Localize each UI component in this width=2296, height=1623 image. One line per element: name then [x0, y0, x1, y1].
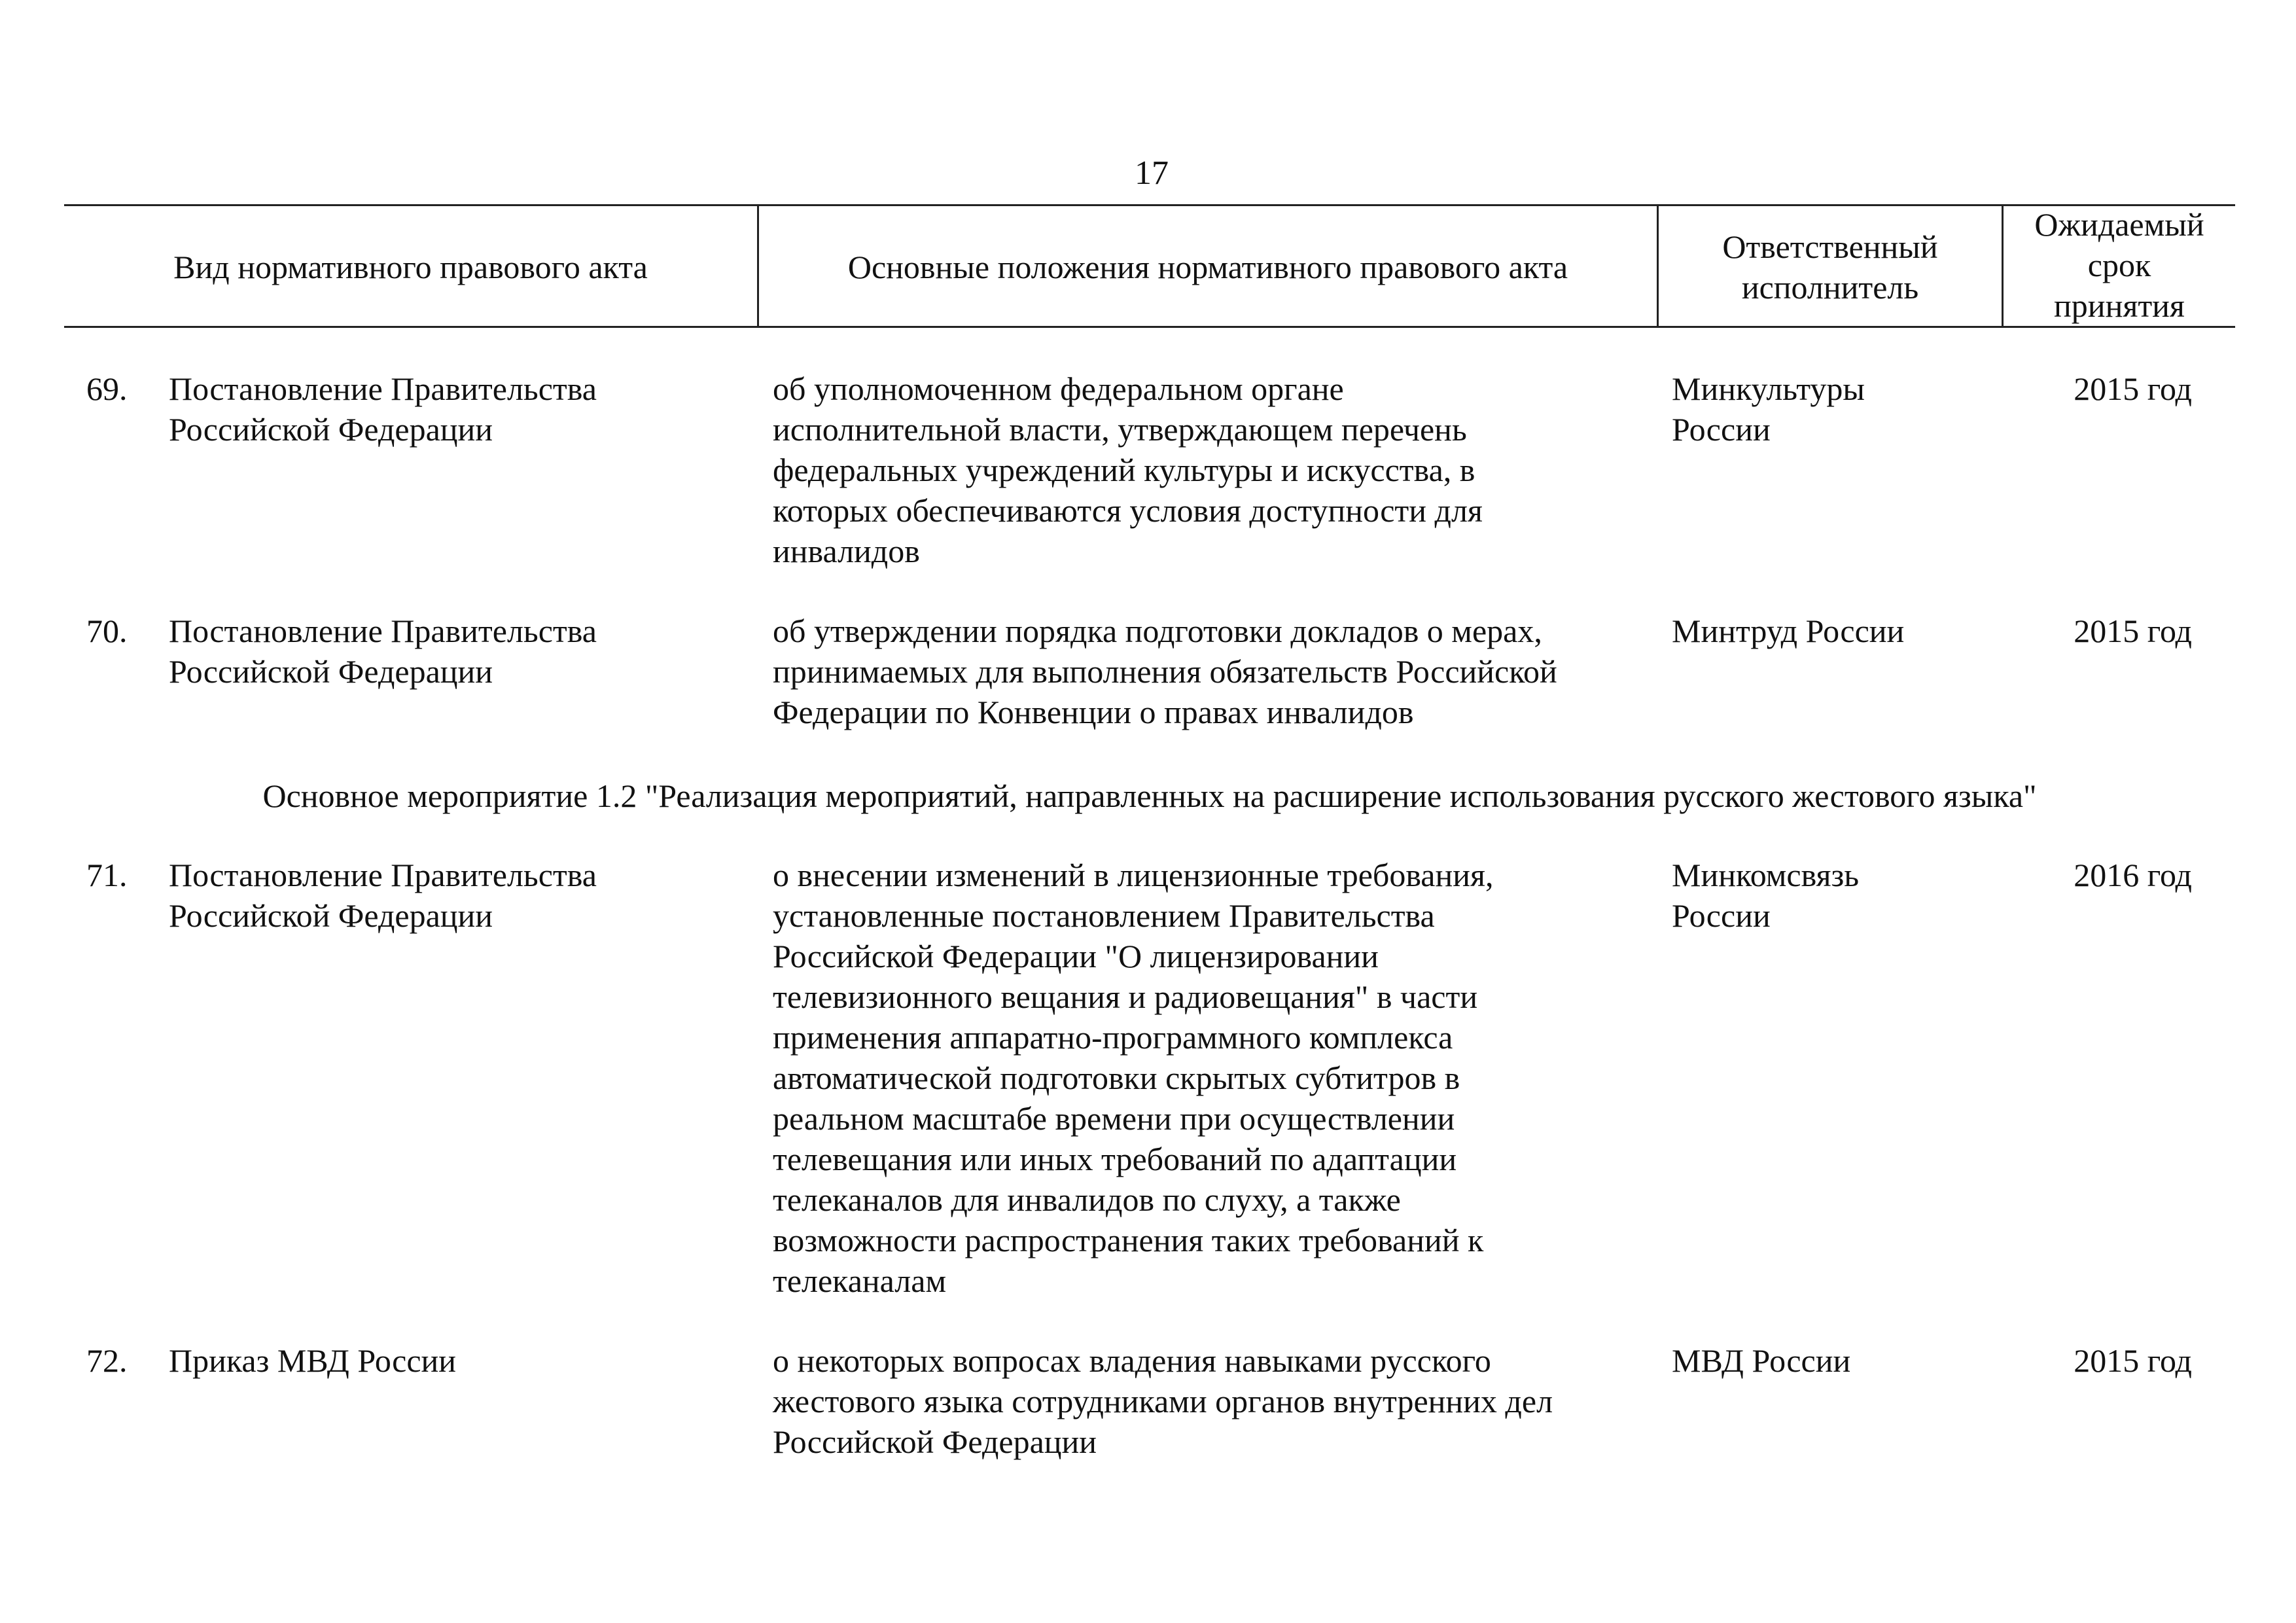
row-description-line: телеканалов для инвалидов по слуху, а также	[773, 1181, 1401, 1218]
row-description-line: применения аппаратно-программного комплекса	[773, 1019, 1453, 1056]
row-term: 2015 год	[2074, 613, 2192, 649]
row-description-line: об уполномоченном федеральном органе	[773, 370, 1344, 407]
row-kind	[169, 855, 758, 936]
row-description-line: автоматической подготовки скрытых субтитров в	[773, 1060, 1460, 1096]
row-kind	[169, 368, 758, 450]
row-description-line: телевизионного вещания и радиовещания" в части	[773, 978, 1478, 1015]
row-kind-line: Российской Федерации	[169, 897, 493, 934]
row-term: 2015 год	[2074, 370, 2192, 407]
row-description-line: федеральных учреждений культуры и искусства, в	[773, 452, 1475, 488]
header-term-line-3: принятия	[2054, 287, 2185, 324]
header-responsible	[1659, 206, 2002, 327]
header-kind	[64, 206, 757, 327]
header-term-line-1: Ожидаемый	[2034, 206, 2204, 243]
header-term-line-2: срок	[2087, 247, 2151, 283]
row-responsible-line: Минтруд России	[1672, 613, 1905, 649]
row-description	[773, 855, 1650, 1301]
row-term: 2015 год	[2074, 1342, 2192, 1379]
row-kind-line: Приказ МВД России	[169, 1342, 457, 1379]
row-description-line: о внесении изменений в лицензионные требования,	[773, 857, 1494, 893]
row-number: 69.	[86, 370, 128, 407]
row-kind-line: Российской Федерации	[169, 653, 493, 690]
header-provisions	[759, 206, 1657, 327]
row-description-line: Федерации по Конвенции о правах инвалидов	[773, 694, 1414, 730]
row-number: 72.	[86, 1342, 128, 1379]
row-number: 70.	[86, 613, 128, 649]
row-responsible	[1672, 611, 1986, 651]
row-description-line: об утверждении порядка подготовки докладов о мерах,	[773, 613, 1542, 649]
header-responsible-line-2: исполнитель	[1741, 268, 1919, 306]
row-kind	[169, 611, 758, 692]
row-description-line: о некоторых вопросах владения навыками русского	[773, 1342, 1491, 1379]
row-description	[773, 611, 1650, 732]
row-responsible	[1672, 855, 1986, 936]
row-responsible-line: МВД России	[1672, 1342, 1851, 1379]
header-provisions-label: Основные положения нормативного правового акта	[847, 248, 1568, 285]
row-description-line: принимаемых для выполнения обязательств Российской	[773, 653, 1557, 690]
row-description-line: возможности распространения таких требований к	[773, 1222, 1484, 1258]
row-responsible	[1672, 1340, 1986, 1381]
section-title: Основное мероприятие 1.2 "Реализация мероприятий, направленных на расширение использования русского жестового языка"	[262, 777, 2037, 814]
row-description-line: исполнительной власти, утверждающем перечень	[773, 411, 1467, 448]
page-number: 17	[1135, 154, 1169, 192]
row-responsible-line: Минкультуры	[1672, 370, 1865, 407]
row-kind	[169, 1340, 758, 1381]
row-description-line: установленные постановлением Правительства	[773, 897, 1435, 934]
row-responsible	[1672, 368, 1986, 450]
row-description	[773, 368, 1650, 571]
row-description-line: Российской Федерации "О лицензировании	[773, 938, 1379, 974]
row-responsible-line: России	[1672, 411, 1771, 448]
header-kind-label: Вид нормативного правового акта	[173, 248, 648, 285]
row-kind-line: Постановление Правительства	[169, 857, 597, 893]
row-description-line: телеканалам	[773, 1262, 947, 1299]
row-description-line: телевещания или иных требований по адаптации	[773, 1141, 1457, 1177]
row-description-line: жестового языка сотрудниками органов внутренних дел	[773, 1383, 1553, 1419]
row-kind-line: Российской Федерации	[169, 411, 493, 448]
header-responsible-line-1: Ответственный	[1722, 228, 1938, 265]
row-description-line: Российской Федерации	[773, 1423, 1097, 1460]
row-description-line: которых обеспечиваются условия доступности для	[773, 492, 1483, 529]
row-description-line: инвалидов	[773, 533, 920, 569]
row-number: 71.	[86, 857, 128, 893]
row-kind-line: Постановление Правительства	[169, 370, 597, 407]
header-term	[2004, 204, 2235, 325]
row-responsible-line: России	[1672, 897, 1771, 934]
row-kind-line: Постановление Правительства	[169, 613, 597, 649]
row-responsible-line: Минкомсвязь	[1672, 857, 1860, 893]
row-description	[773, 1340, 1650, 1462]
row-term: 2016 год	[2074, 857, 2192, 893]
row-description-line: реальном масштабе времени при осуществлении	[773, 1100, 1455, 1137]
